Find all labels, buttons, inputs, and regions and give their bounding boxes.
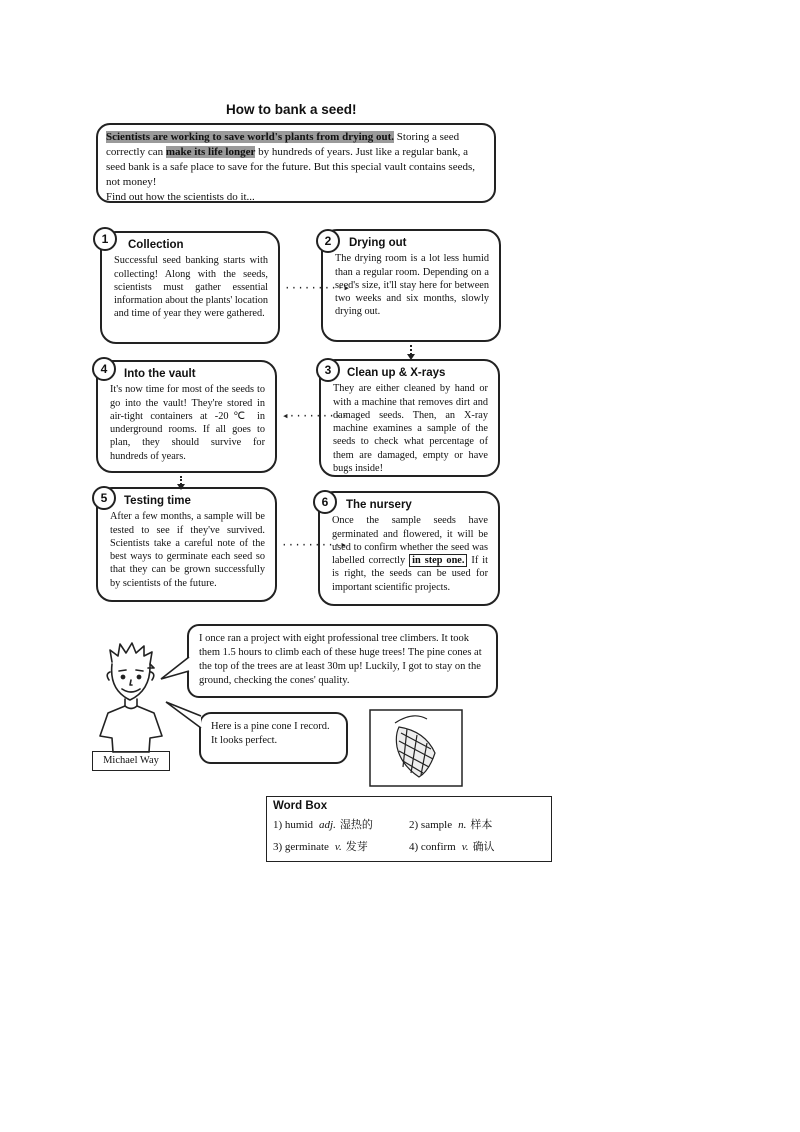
word: 2) sample	[409, 819, 453, 831]
step-number-4: 4	[92, 357, 116, 381]
pine-cone-illustration	[369, 709, 463, 787]
step-heading: Drying out	[349, 237, 407, 249]
speech-bubble-text: Here is a pine cone I record. It looks perfect.	[211, 721, 330, 746]
step-text: After a few months, a sample will be tested to see if they've survived. Scientists take a careful note of the best ways to germinate each seed so that they can be grown successfully by scientists of the future.	[110, 511, 265, 589]
intro-text-2: by hundreds of years. Just like a regular bank, a seed bank is a safe place to save for the future. But this special vault contains seeds, not money!	[106, 146, 475, 188]
speech-bubble-tail	[160, 655, 190, 681]
word-entry	[273, 838, 409, 854]
part-of-speech: n.	[458, 819, 467, 831]
speech-bubble-tail	[164, 700, 202, 732]
arrow-down	[410, 345, 412, 355]
intro-text-3: Find out how the scientists do it...	[106, 191, 255, 203]
word-box	[266, 796, 552, 862]
step-number-5: 5	[92, 486, 116, 510]
step-number-6: 6	[313, 490, 337, 514]
speech-bubble-text: I once ran a project with eight professional tree climbers. It took them 1.5 hours to climb each of these huge trees! The pine cones at the top of the trees are at least 30m up! Luckily, I got to stay on the ground, checking the cones' quality.	[199, 633, 482, 686]
intro-text-1: Storing a seed correctly can	[106, 131, 460, 158]
step-heading: Collection	[128, 239, 184, 251]
step-text: Once the sample seeds have germinated and flowered, it will be used to confirm whether the seed was labelled correctly	[332, 515, 488, 567]
step-heading: Testing time	[124, 495, 191, 507]
word-entry	[273, 816, 409, 832]
speech-bubble-project	[187, 624, 498, 698]
step-into-the-vault	[96, 360, 277, 473]
translation: 湿热的	[339, 819, 373, 831]
step-collection	[100, 231, 280, 344]
page-title: How to bank a seed!	[226, 102, 357, 117]
step-text: Successful seed banking starts with collecting! Along with the seeds, scientists must gather essential information about the plants' location and time of year they were gathered.	[114, 255, 268, 320]
part-of-speech: adj.	[319, 819, 336, 831]
word-entry	[409, 838, 545, 854]
step-number-2: 2	[316, 229, 340, 253]
word-box-title: Word Box	[273, 800, 328, 812]
translation: 确认	[472, 841, 495, 853]
part-of-speech: v.	[461, 841, 469, 853]
word-entry	[409, 816, 545, 832]
translation: 样本	[470, 819, 493, 831]
boxed-text: in step one.	[409, 554, 467, 567]
step-number-1: 1	[93, 227, 117, 251]
part-of-speech: v.	[334, 841, 342, 853]
translation: 发芽	[345, 841, 368, 853]
step-testing-time	[96, 487, 277, 602]
arrow-down	[180, 476, 182, 485]
intro-box	[96, 123, 496, 203]
speech-bubble-pine-cone	[199, 712, 348, 764]
step-heading: The nursery	[346, 499, 412, 511]
arrow-right: ·········▸	[281, 540, 348, 552]
intro-highlight-1: Scientists are working to save world's plants from drying out.	[106, 131, 395, 143]
step-text: The drying room is a lot less humid than a regular room. Depending on a seed's size, it'll stay here for between two weeks and six months, slowly drying out.	[335, 253, 489, 318]
arrow-right: ·········▸	[284, 283, 351, 295]
step-text-continued: If it is right, the seeds can be used for important scientific projects.	[332, 555, 488, 593]
character-name-tag: Michael Way	[92, 751, 170, 771]
word: 3) germinate	[273, 841, 329, 853]
step-text: It's now time for most of the seeds to go into the vault! They're stored in air-tight containers at -20℃ in underground rooms. If all goes to plan, they should survive for hundreds of years.	[110, 384, 265, 462]
step-heading: Clean up & X-rays	[347, 367, 446, 379]
step-the-nursery	[318, 491, 500, 606]
word: 1) humid	[273, 819, 314, 831]
arrow-left: ◂·········	[282, 411, 349, 423]
step-heading: Into the vault	[124, 368, 196, 380]
step-text: They are either cleaned by hand or with a machine that removes dirt and damaged seeds. Then, an X-ray machine examines a sample of the seeds to check what percentage of them are damaged, empty or have bugs inside!	[333, 383, 488, 475]
step-number-3: 3	[316, 358, 340, 382]
intro-highlight-2: make its life longer	[165, 146, 256, 158]
word: 4) confirm	[409, 841, 456, 853]
